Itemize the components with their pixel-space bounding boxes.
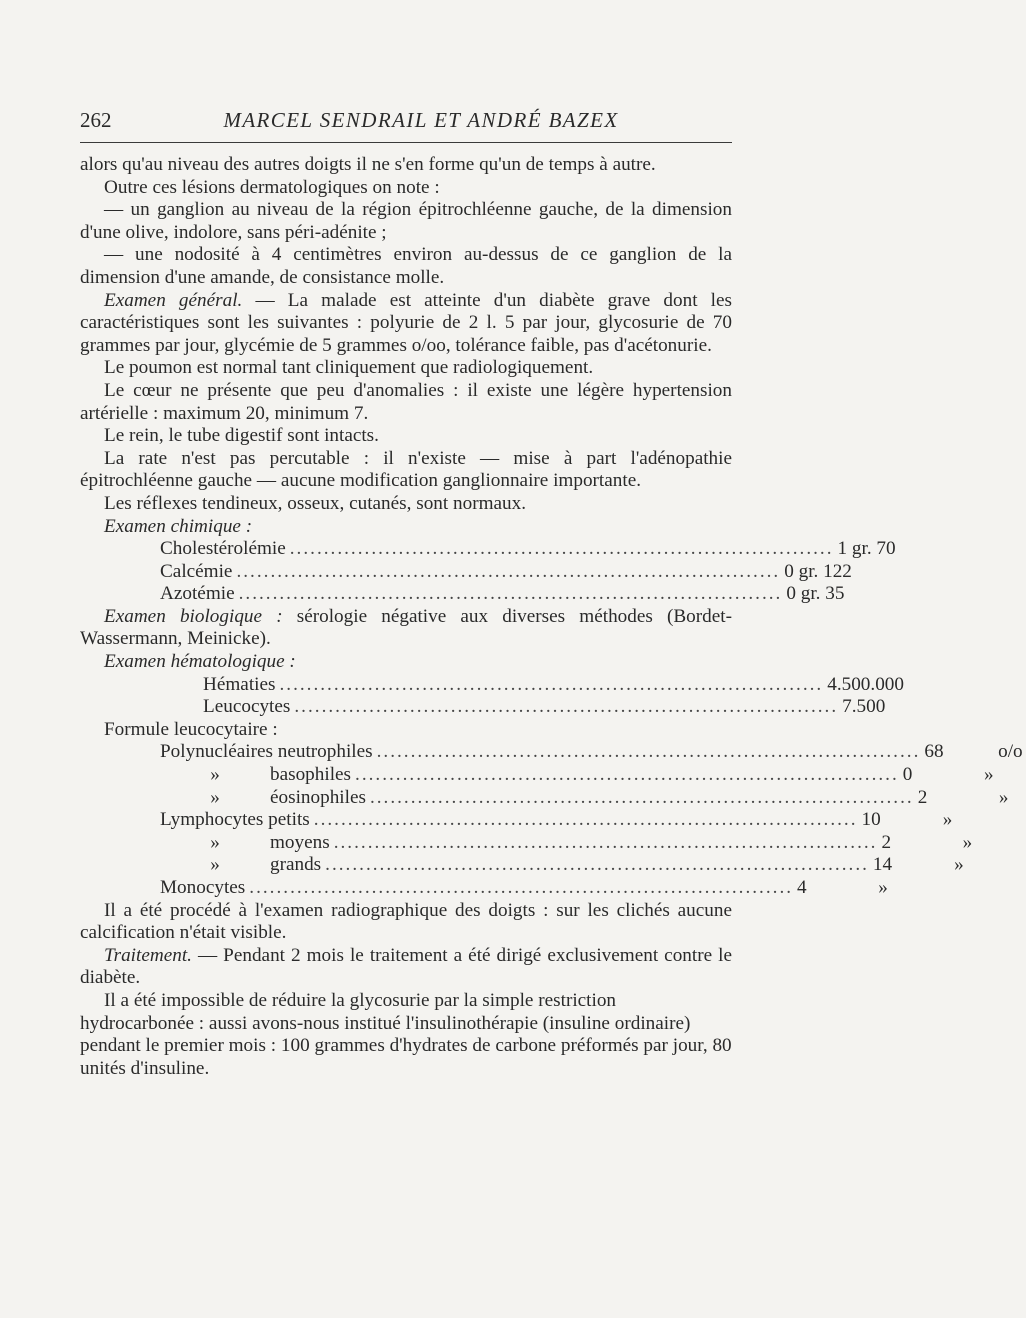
row-label xyxy=(160,877,245,900)
row-value: 0 gr. 35 xyxy=(786,583,845,605)
row-unit: » xyxy=(878,877,888,898)
row-unit: » xyxy=(954,854,964,876)
header-rule xyxy=(80,142,732,143)
formula-row xyxy=(160,741,1023,764)
paragraph: — une nodosité à 4 centimètres environ au-dessus de ce ganglion de la dimension d'une amande, de consistance molle. xyxy=(80,244,732,288)
paragraph-text: sérologie négative aux diverses méthodes (Bordet-Wassermann, Meinicke). xyxy=(80,605,732,650)
leader-dots: ................................................................................ xyxy=(249,877,794,898)
section-lead: Examen général. xyxy=(104,289,243,311)
row-label xyxy=(160,741,373,764)
row-unit: » xyxy=(998,786,1009,808)
row-value: 0 xyxy=(902,764,913,786)
formula-row xyxy=(160,786,1009,810)
leader-dots: ................................................................................ xyxy=(313,809,858,831)
hematology-row xyxy=(203,696,886,719)
row-value: 1 gr. 70 xyxy=(837,538,896,560)
chemistry-list xyxy=(80,538,896,606)
row-label-text: moyens xyxy=(270,831,330,853)
row-value: 7.500 xyxy=(842,696,886,718)
leader-dots: ................................................................................ xyxy=(238,583,783,605)
paragraph xyxy=(80,290,732,358)
row-label-text: Polynucléaires neutrophiles xyxy=(160,741,373,763)
page-number: 262 xyxy=(80,108,112,132)
row-value: 2 xyxy=(881,831,892,853)
row-label: Calcémie xyxy=(160,560,233,582)
section-heading: Examen hématologique : xyxy=(104,651,296,673)
section-heading: Formule leucocytaire : xyxy=(104,718,278,740)
paragraph: — un ganglion au niveau de la région épitrochléenne gauche, de la dimension d'une olive, indolore, sans péri-adénite ; xyxy=(80,199,732,243)
row-label: Leucocytes xyxy=(203,696,291,718)
paragraph: Outre ces lésions dermatologiques on note : xyxy=(104,176,440,198)
row-label-text: basophiles xyxy=(270,764,352,786)
row-unit: » xyxy=(942,809,953,831)
formula-row xyxy=(160,764,994,787)
chemistry-row xyxy=(160,560,852,584)
leader-dots: ................................................................................ xyxy=(325,854,869,876)
hematology-list xyxy=(80,673,904,719)
row-label xyxy=(160,832,330,855)
paragraph: Le rein, le tube digestif sont intacts. xyxy=(104,425,379,447)
paragraph-text: — Pendant 2 mois le traitement a été dirigé exclusivement contre le diabète. xyxy=(80,944,732,989)
paragraph: Les réflexes tendineux, osseux, cutanés, sont normaux. xyxy=(104,492,527,514)
row-value: 10 xyxy=(861,809,881,831)
ditto-mark: » xyxy=(210,831,220,853)
row-value: 4.500.000 xyxy=(827,673,904,695)
leader-dots: ................................................................................ xyxy=(369,786,914,808)
paragraph: Il a été procédé à l'examen radiographique des doigts : sur les clichés aucune calcification n'était visible. xyxy=(80,899,732,944)
leader-dots: ................................................................................ xyxy=(236,560,781,582)
leader-dots: ................................................................................ xyxy=(289,538,834,560)
paragraph: Il a été impossible de réduire la glycosurie par la simple restriction hydrocarbonée : aussi avons-nous institué l'insulinothérapie (insuline ordinaire) pendant le premier mois : 100 grammes d'hydrates de carbone préformés par jour, 80 unités d'insuline. xyxy=(80,989,732,1079)
page-header xyxy=(80,108,732,140)
ditto-mark: » xyxy=(210,854,220,876)
row-value: 14 xyxy=(872,854,893,876)
body-text xyxy=(80,154,1023,1080)
leader-dots: ................................................................................ xyxy=(294,696,839,718)
row-value: 68 xyxy=(924,741,944,763)
row-label xyxy=(160,854,321,877)
row-unit: » xyxy=(962,831,973,853)
ditto-mark: » xyxy=(210,764,220,786)
formula-row xyxy=(160,877,888,900)
paragraph: La rate n'est pas percutable : il n'existe — mise à part l'adénopathie épitrochléenne gauche — aucune modification ganglionnaire importante. xyxy=(80,447,732,492)
paragraph: Le cœur ne présente que peu d'anomalies : il existe une légère hypertension artérielle : maximum 20, minimum 7. xyxy=(80,379,732,424)
row-label xyxy=(160,809,310,832)
row-unit: o/o xyxy=(998,741,1023,763)
formula-row xyxy=(160,854,964,877)
row-label xyxy=(160,787,366,810)
row-label-text: Lymphocytes petits xyxy=(160,809,310,831)
paragraph-text: — La malade est atteinte d'un diabète grave dont les caractéristiques sont les suivantes : polyurie de 2 l. 5 par jour, glycosurie de 70 grammes par jour, glycémie de 5 grammes o/oo, tolérance faible, pas d'acétonurie. xyxy=(80,289,732,356)
paragraph xyxy=(80,945,732,990)
formula-list xyxy=(80,741,1023,899)
leader-dots: ................................................................................ xyxy=(279,673,824,695)
row-label: Cholestérolémie xyxy=(160,538,286,560)
row-value: 0 gr. 122 xyxy=(784,560,852,582)
formula-row xyxy=(160,831,973,855)
ditto-mark: » xyxy=(210,786,220,808)
paragraph: alors qu'au niveau des autres doigts il ne s'en forme qu'un de temps à autre. xyxy=(80,154,656,175)
row-label-text: grands xyxy=(270,854,322,876)
leader-dots: ................................................................................ xyxy=(355,764,899,786)
row-value: 2 xyxy=(917,786,928,808)
row-label: Hématies xyxy=(203,673,276,695)
section-lead: Traitement. xyxy=(104,944,192,966)
row-label: Azotémie xyxy=(160,583,235,605)
running-title: MARCEL SENDRAIL ET ANDRÉ BAZEX xyxy=(223,108,619,132)
section-heading: Examen chimique : xyxy=(104,515,253,537)
row-label xyxy=(160,764,351,787)
chemistry-row xyxy=(160,583,845,606)
formula-row xyxy=(160,809,953,832)
paragraph: Le poumon est normal tant cliniquement que radiologiquement. xyxy=(104,357,594,379)
paragraph xyxy=(80,606,732,651)
row-value: 4 xyxy=(797,877,807,898)
hematology-row xyxy=(203,673,904,697)
chemistry-row xyxy=(160,538,896,561)
row-label-text: Monocytes xyxy=(160,877,246,898)
section-lead: Examen biologique : xyxy=(104,605,283,627)
row-label-text: éosinophiles xyxy=(270,786,366,808)
leader-dots: ................................................................................ xyxy=(376,741,921,763)
leader-dots: ................................................................................ xyxy=(333,831,878,853)
row-unit: » xyxy=(983,764,994,786)
